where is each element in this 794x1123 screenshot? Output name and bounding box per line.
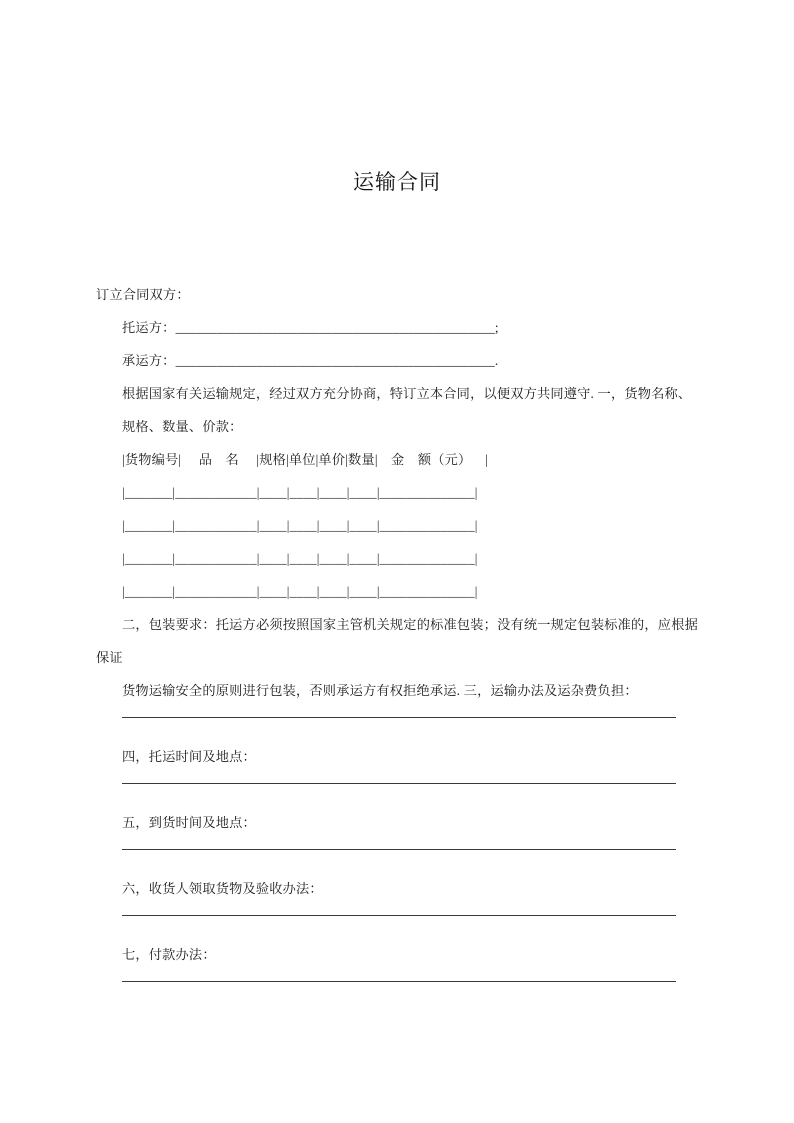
clause-arrival-time-place-blank[interactable] — [96, 839, 698, 872]
clause-arrival-time-place: 五，到货时间及地点： — [122, 815, 256, 830]
fill-rule[interactable] — [122, 849, 676, 850]
table-row[interactable]: |_______|____________|____|____|____|____|______________| — [122, 551, 478, 566]
clause-transport-method-blank[interactable] — [96, 707, 698, 740]
carrier-fill-blank[interactable]: _______________________________________________. — [175, 353, 499, 368]
goods-table-header: |货物编号| 品 名 |规格|单位|单价|数量| 金 额（元） | — [122, 452, 488, 467]
fill-rule[interactable] — [122, 981, 676, 982]
parties-heading: 订立合同双方： — [96, 287, 190, 302]
fill-rule[interactable] — [122, 915, 676, 916]
document-body — [96, 278, 698, 1004]
clause-receipt-inspection: 六，收货人领取货物及验收办法： — [122, 881, 323, 896]
carrier-line — [96, 344, 698, 377]
preamble-paragraph: 根据国家有关运输规定，经过双方充分协商，特订立本合同，以便双方共同遵守. 一，货物名称、 — [122, 386, 692, 401]
table-row[interactable]: |_______|____________|____|____|____|____|______________| — [122, 485, 478, 500]
shipper-fill-blank[interactable]: _______________________________________________; — [175, 320, 499, 335]
clause-receipt-inspection-blank[interactable] — [96, 905, 698, 938]
clause-payment-method: 七，付款办法： — [122, 947, 216, 962]
goods-subtitle: 规格、数量、价款： — [122, 419, 243, 434]
fill-rule[interactable] — [122, 717, 676, 718]
clause-packaging: 二，包装要求：托运方必须按照国家主管机关规定的标准包装；没有统一规定包装标准的，应根据保证 — [96, 617, 698, 665]
fill-rule[interactable] — [122, 783, 676, 784]
shipper-label: 托运方： — [122, 320, 176, 335]
table-row[interactable]: |_______|____________|____|____|____|____|______________| — [122, 518, 478, 533]
clause-shipping-time-place-blank[interactable] — [96, 773, 698, 806]
clause-transport-method: 货物运输安全的原则进行包装，否则承运方有权拒绝承运. 三，运输办法及运杂费负担： — [122, 683, 638, 698]
clause-shipping-time-place: 四，托运时间及地点： — [122, 749, 256, 764]
carrier-label: 承运方： — [122, 353, 176, 368]
table-row[interactable]: |_______|____________|____|____|____|____|______________| — [122, 584, 478, 599]
page-title: 运输合同 — [353, 170, 441, 194]
shipper-line — [96, 311, 698, 344]
clause-payment-method-blank[interactable] — [96, 971, 698, 1004]
